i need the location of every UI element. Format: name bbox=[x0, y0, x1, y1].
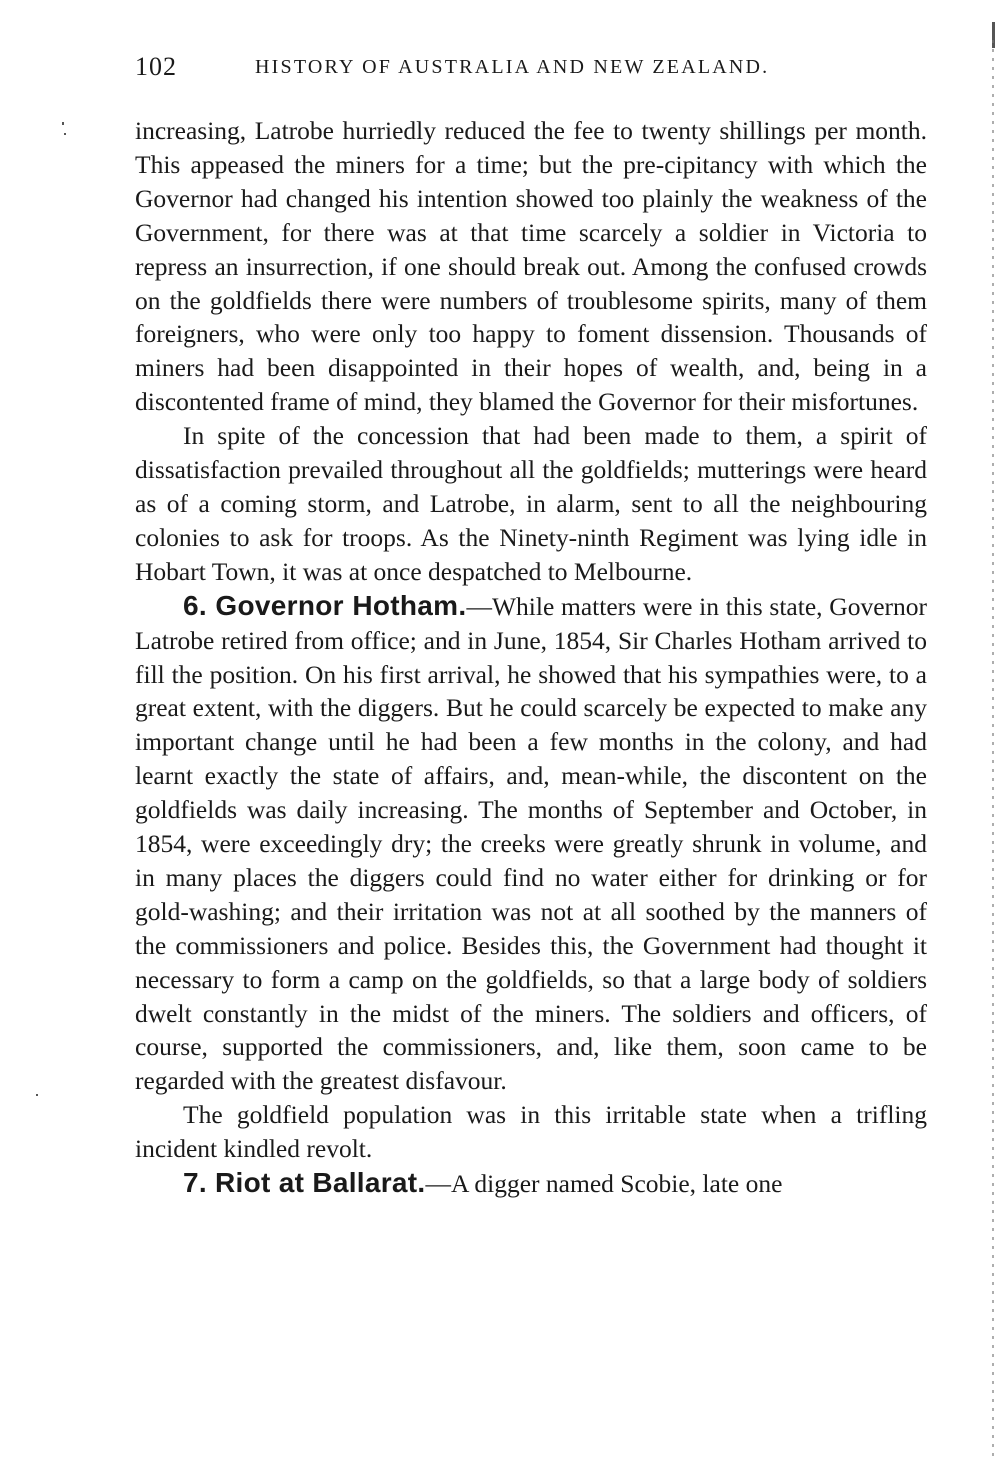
scan-speck bbox=[36, 1094, 38, 1096]
running-title: HISTORY OF AUSTRALIA AND NEW ZEALAND. bbox=[255, 56, 770, 78]
scan-speck bbox=[62, 122, 64, 125]
paragraph-text: —A digger named Scobie, late one bbox=[425, 1169, 783, 1199]
section-riot-at-ballarat bbox=[135, 1166, 927, 1201]
paragraph-text: —While matters were in this state, Governor Latrobe retired from office; and in June, 1854, Sir Charles Hotham arrived to fill the position. On his first arrival, he showed that his sympathies were, to a great extent, with the diggers. But he could scarcely be expected to make any important change until he had been a few months in the colony, and had learnt exactly the state of affairs, and, mean-while, the discontent on the goldfields was daily increasing. The months of September and October, in 1854, were exceedingly dry; the creeks were greatly shrunk in volume, and in many places the diggers could find no water either for drinking or for gold-washing; and their irritation was not at all soothed by the manners of the commissioners and police. Besides this, the Government had thought it necessary to form a camp on the goldfields, so that a large body of soldiers dwelt constantly in the midst of the miners. The soldiers and officers, of course, supported the commissioners, and, like them, soon came to be regarded with the greatest disfavour. bbox=[135, 591, 928, 1096]
section-governor-hotham bbox=[135, 589, 927, 1099]
section-heading: 6. Governor Hotham. bbox=[183, 589, 467, 621]
paragraph-dissatisfaction bbox=[135, 419, 927, 589]
paragraph-text: increasing, Latrobe hurriedly reduced the fee to twenty shillings per month. This appeased the miners for a time; but the pre-cipitancy with which the Governor had changed his intention showed too plainly the weakness of the Government, for there was at that time scarcely a soldier in Victoria to repress an insurrection, if one should break out. Among the confused crowds on the goldfields there were numbers of troublesome spirits, many of them foreigners, who were only too happy to foment dissension. Thousands of miners had been disappointed in their hopes of wealth, and, being in a discontented frame of mind, they blamed the Governor for their misfortunes. bbox=[135, 116, 927, 417]
paragraph-latrobe-fee bbox=[135, 114, 927, 419]
paragraph-text: The goldfield population was in this irritable state when a trifling incident kindled revolt. bbox=[135, 1100, 927, 1164]
body-text bbox=[135, 114, 927, 1201]
scan-speck bbox=[64, 133, 66, 135]
paragraph-irritable-state bbox=[135, 1098, 927, 1166]
running-head bbox=[135, 52, 930, 92]
scan-edge-line bbox=[992, 40, 994, 1460]
section-heading: 7. Riot at Ballarat. bbox=[183, 1167, 426, 1199]
page-number: 102 bbox=[135, 52, 177, 81]
paragraph-text: In spite of the concession that had been made to them, a spirit of dissatisfaction prevailed throughout all the goldfields; mutterings were heard as of a coming storm, and Latrobe, in alarm, sent to all the neighbouring colonies to ask for troops. As the Ninety-ninth Regiment was lying idle in Hobart Town, it was at once despatched to Melbourne. bbox=[135, 421, 927, 586]
